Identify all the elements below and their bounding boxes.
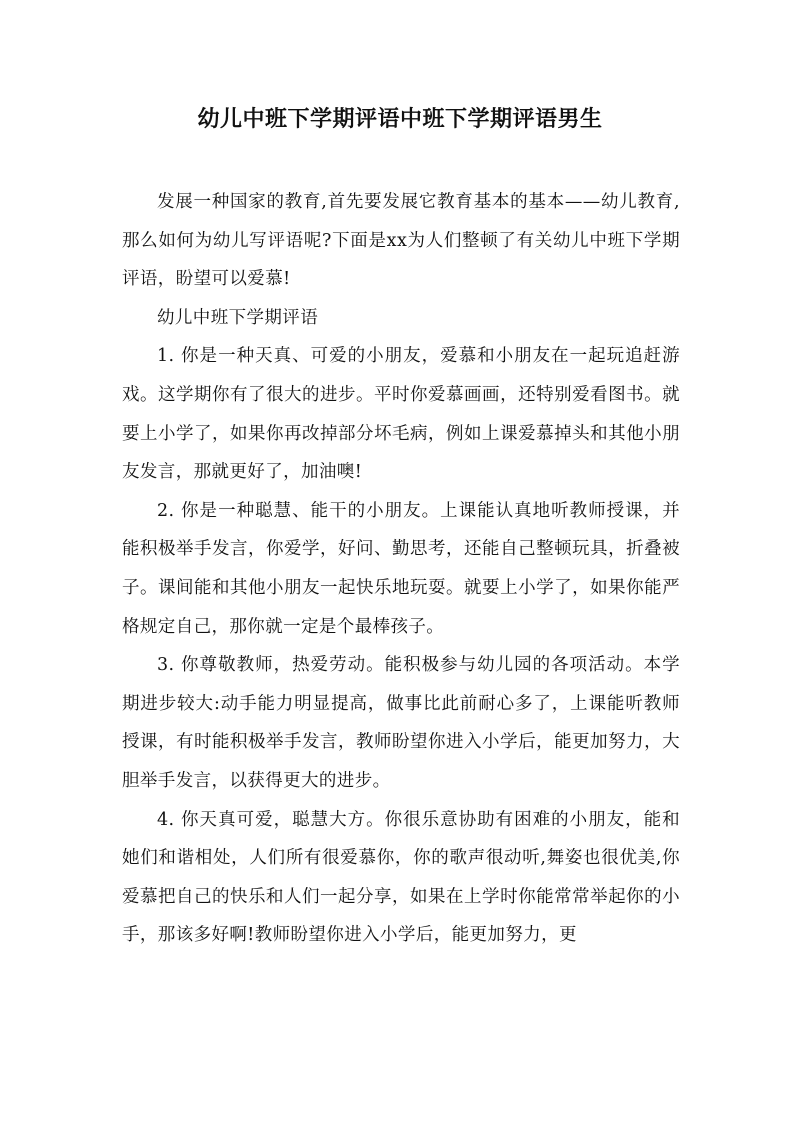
document-body	[122, 183, 680, 955]
comment-paragraph-4: 4. 你天真可爱，聪慧大方。你很乐意协助有困难的小朋友，能和她们和谐相处，人们所有很爱慕你，你的歌声很动听,舞姿也很优美,你爱慕把自己的快乐和人们一起分享，如果在上学时你能常常举起你的小手，那该多好啊!教师盼望你进入小学后，能更加努力，更	[122, 809, 680, 946]
comment-paragraph-3: 3. 你尊敬教师，热爱劳动。能积极参与幼儿园的各项活动。本学期进步较大:动手能力明显提高，做事比此前耐心多了，上课能听教师授课，有时能积极举手发言，教师盼望你进入小学后，能更加努力，大胆举手发言，以获得更大的进步。	[122, 655, 680, 791]
intro-paragraph: 发展一种国家的教育,首先要发展它教育基本的基本——幼儿教育,那么如何为幼儿写评语呢?下面是xx为人们整顿了有关幼儿中班下学期评语，盼望可以爱慕!	[122, 192, 680, 290]
document-title: 幼儿中班下学期评语中班下学期评语男生	[197, 106, 603, 132]
comment-paragraph-2: 2. 你是一种聪慧、能干的小朋友。上课能认真地听教师授课，并能积极举手发言，你爱学，好问、勤思考，还能自己整顿玩具，折叠被子。课间能和其他小朋友一起快乐地玩耍。就要上小学了，如果你能严格规定自己，那你就一定是个最棒孩子。	[122, 500, 680, 637]
section-heading: 幼儿中班下学期评语	[157, 307, 319, 328]
comment-paragraph-1: 1. 你是一种天真、可爱的小朋友，爱慕和小朋友在一起玩追赶游戏。这学期你有了很大的进步。平时你爱慕画画，还特别爱看图书。就要上小学了，如果你再改掉部分坏毛病，例如上课爱慕掉头和其他小朋友发言，那就更好了，加油噢!	[122, 346, 680, 483]
